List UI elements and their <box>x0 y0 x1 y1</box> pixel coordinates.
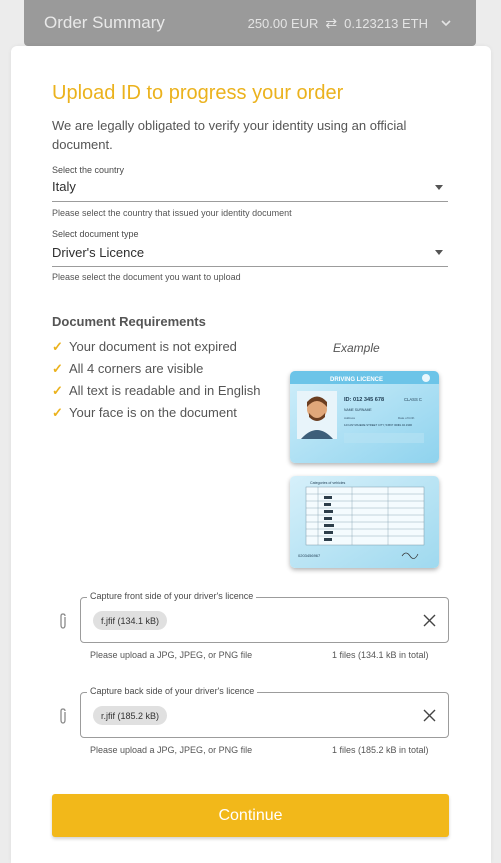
doctype-dropdown-caret-icon[interactable] <box>435 250 443 255</box>
doctype-select-helper: Please select the document you want to upload <box>52 272 241 282</box>
fiat-amount: 250.00 EUR <box>247 15 319 31</box>
continue-button[interactable]: Continue <box>52 794 449 837</box>
intro-text: We are legally obligated to verify your identity using an official document. <box>52 118 407 152</box>
licence-heading: DRIVING LICENCE <box>330 377 384 383</box>
upload-id-card <box>11 46 491 863</box>
back-clear-icon[interactable] <box>423 709 436 722</box>
front-clear-icon[interactable] <box>423 614 436 627</box>
requirement-item <box>52 338 262 356</box>
country-select[interactable]: Italy <box>52 179 76 194</box>
licence-id: ID: 012 345 678 <box>344 397 385 403</box>
front-upload-legend: Capture front side of your driver's licence <box>87 591 256 601</box>
chevron-down-icon[interactable] <box>440 17 452 29</box>
page-title: Upload ID to progress your order <box>52 82 344 104</box>
front-file-chip[interactable]: f.jfif (134.1 kB) <box>93 611 167 630</box>
country-select-label: Select the country <box>52 165 125 175</box>
licence-dob: 01.02.1990 <box>398 423 412 427</box>
licence-back-heading: Categories of vehicles <box>310 481 346 485</box>
order-summary-bar[interactable] <box>24 0 476 46</box>
back-upload-legend: Capture back side of your driver's licence <box>87 686 257 696</box>
licence-back-number: 0203456967 <box>298 553 321 558</box>
licence-address-label: Address <box>344 416 356 420</box>
country-select-helper: Please select the country that issued your identity document <box>52 208 292 218</box>
front-upload-field[interactable] <box>80 591 449 643</box>
back-upload-field[interactable] <box>80 686 449 738</box>
front-upload-count: 1 files (134.1 kB in total) <box>332 650 429 660</box>
requirement-item <box>52 404 262 422</box>
check-icon: ✓ <box>52 361 63 376</box>
country-dropdown-caret-icon[interactable] <box>435 185 443 190</box>
licence-dob-label: Date of birth <box>398 416 415 420</box>
requirement-text: All 4 corners are visible <box>69 361 204 376</box>
country-select-underline <box>52 201 448 202</box>
order-summary-title: Order Summary <box>44 13 165 32</box>
requirements-list <box>52 338 262 426</box>
back-upload-count: 1 files (185.2 kB in total) <box>332 745 429 755</box>
example-label: Example <box>333 341 380 355</box>
swap-arrows-icon: ⇄ <box>325 14 338 31</box>
example-licence-back-image <box>290 476 439 568</box>
requirement-text: Your document is not expired <box>69 339 237 354</box>
paperclip-icon[interactable] <box>56 612 70 630</box>
licence-name: NAME SURNAME <box>344 408 372 412</box>
paperclip-icon[interactable] <box>56 707 70 725</box>
doctype-select-label: Select document type <box>52 229 139 239</box>
requirement-item <box>52 360 262 378</box>
requirements-title: Document Requirements <box>52 314 206 329</box>
doctype-select[interactable]: Driver's Licence <box>52 245 145 260</box>
example-licence-front-image <box>290 371 439 463</box>
licence-class: CLASS C <box>404 397 422 402</box>
licence-address: 123 ANYWHERE STREET CITY, 54567 000 <box>344 423 399 427</box>
requirement-text: All text is readable and in English <box>69 383 261 398</box>
doctype-select-underline <box>52 266 448 267</box>
back-file-chip[interactable]: r.jfif (185.2 kB) <box>93 706 167 725</box>
check-icon: ✓ <box>52 405 63 420</box>
check-icon: ✓ <box>52 339 63 354</box>
check-icon: ✓ <box>52 383 63 398</box>
back-upload-hint: Please upload a JPG, JPEG, or PNG file <box>90 745 253 755</box>
requirement-text: Your face is on the document <box>69 405 237 420</box>
crypto-amount: 0.123213 ETH <box>344 15 428 31</box>
requirement-item <box>52 382 262 400</box>
front-upload-hint: Please upload a JPG, JPEG, or PNG file <box>90 650 253 660</box>
